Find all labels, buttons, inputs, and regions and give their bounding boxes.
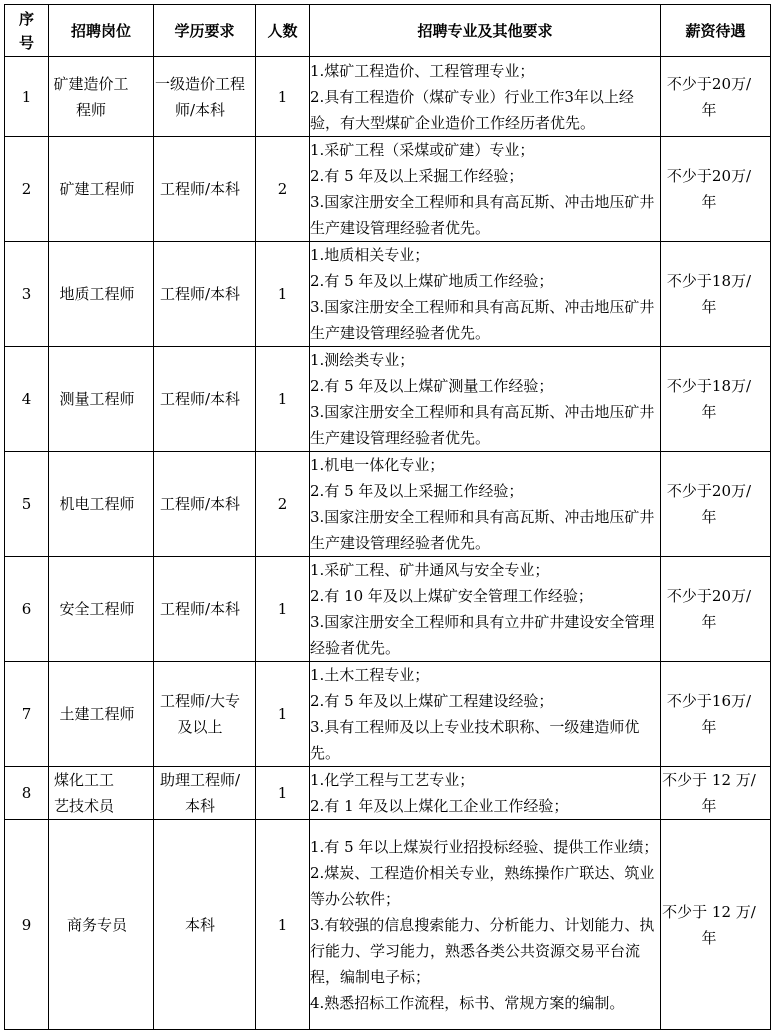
row-requirements — [310, 662, 661, 767]
table-row — [5, 557, 771, 662]
table-row — [5, 242, 771, 347]
row-count: 1 — [256, 767, 310, 820]
row-position — [49, 557, 154, 662]
salary-label: 不少于20万/年 — [666, 482, 752, 526]
row-salary — [661, 767, 771, 820]
row-salary — [661, 820, 771, 1030]
row-no: 5 — [5, 452, 49, 557]
position-label: 矿建造价工程师 — [53, 74, 129, 119]
education-label: 一级造价工程师/本科 — [154, 74, 245, 119]
row-no: 6 — [5, 557, 49, 662]
row-requirements — [310, 820, 661, 1030]
header-no: 序号 — [5, 5, 49, 57]
row-education — [154, 57, 256, 137]
salary-label: 不少于20万/年 — [666, 167, 752, 211]
requirement-item: 1.采矿工程、矿井通风与安全专业； — [310, 561, 550, 579]
table-body — [5, 57, 771, 1030]
requirement-item: 3.有较强的信息搜索能力、分析能力、计划能力、执行能力、学习能力，熟悉各类公共资源交易平台流程，编制电子标； — [310, 915, 655, 986]
table-header-row — [5, 5, 771, 57]
requirement-item: 1.测绘类专业； — [310, 351, 415, 369]
salary-label: 不少于20万/年 — [666, 587, 752, 631]
salary-label: 不少于18万/年 — [666, 272, 752, 316]
row-position — [49, 347, 154, 452]
row-count: 2 — [256, 452, 310, 557]
position-label: 商务专员 — [66, 915, 127, 934]
requirement-item: 3.国家注册安全工程师和具有立井矿井建设安全管理经验者优先。 — [310, 613, 655, 657]
requirement-item: 3.具有工程师及以上专业技术职称、一级建造师优先。 — [310, 718, 640, 762]
table-row — [5, 820, 771, 1030]
requirement-item: 3.国家注册安全工程师和具有高瓦斯、冲击地压矿井生产建设管理经验者优先。 — [310, 193, 655, 237]
row-no: 7 — [5, 662, 49, 767]
requirement-item: 2.有 10 年及以上煤矿安全管理工作经验； — [310, 587, 593, 605]
header-salary: 薪资待遇 — [661, 5, 771, 57]
row-no: 3 — [5, 242, 49, 347]
requirement-item: 3.国家注册安全工程师和具有高瓦斯、冲击地压矿井生产建设管理经验者优先。 — [310, 298, 655, 342]
row-position — [49, 137, 154, 242]
row-no: 2 — [5, 137, 49, 242]
row-count: 1 — [256, 57, 310, 137]
education-label: 工程师/本科 — [159, 180, 241, 198]
education-label: 本科 — [184, 915, 215, 934]
table-row — [5, 662, 771, 767]
requirement-item: 3.国家注册安全工程师和具有高瓦斯、冲击地压矿井生产建设管理经验者优先。 — [310, 508, 655, 552]
row-salary — [661, 557, 771, 662]
row-education — [154, 767, 256, 820]
requirement-item: 2.有 5 年及以上采掘工作经验； — [310, 167, 524, 185]
row-position — [49, 820, 154, 1030]
row-count: 1 — [256, 557, 310, 662]
salary-label: 不少于20万/年 — [666, 74, 752, 119]
requirement-item: 2.具有工程造价（煤矿专业）行业工作3年以上经验，有大型煤矿企业造价工作经历者优先。 — [310, 87, 634, 132]
table-row — [5, 57, 771, 137]
requirement-item: 1.地质相关专业； — [310, 246, 430, 264]
row-requirements — [310, 242, 661, 347]
row-requirements — [310, 347, 661, 452]
row-salary — [661, 662, 771, 767]
requirement-item: 1.采矿工程（采煤或矿建）专业； — [310, 141, 535, 159]
row-education — [154, 242, 256, 347]
requirement-item: 2.有 5 年及以上煤矿测量工作经验； — [310, 377, 554, 395]
header-education: 学历要求 — [154, 5, 256, 57]
requirement-item: 1.煤矿工程造价、工程管理专业； — [310, 61, 535, 80]
row-no: 9 — [5, 820, 49, 1030]
position-label: 机电工程师 — [59, 495, 135, 513]
requirement-item: 4.熟悉招标工作流程，标书、常规方案的编制。 — [310, 993, 625, 1012]
education-label: 工程师/大专及以上 — [159, 692, 241, 736]
salary-label: 不少于 12 万/年 — [662, 771, 756, 815]
requirement-item: 1.土木工程专业； — [310, 666, 430, 684]
table-row — [5, 347, 771, 452]
requirement-item: 2.有 5 年及以上采掘工作经验； — [310, 482, 524, 500]
position-label: 地质工程师 — [59, 285, 135, 303]
row-salary — [661, 137, 771, 242]
requirement-item: 1.化学工程与工艺专业； — [310, 771, 475, 789]
row-no: 8 — [5, 767, 49, 820]
row-count: 1 — [256, 347, 310, 452]
row-requirements — [310, 452, 661, 557]
table-row — [5, 767, 771, 820]
row-no: 1 — [5, 57, 49, 137]
position-label: 测量工程师 — [59, 390, 135, 408]
position-label: 煤化工工艺技术员 — [53, 771, 114, 815]
row-no: 4 — [5, 347, 49, 452]
row-education — [154, 557, 256, 662]
row-education — [154, 137, 256, 242]
education-label: 助理工程师/本科 — [159, 771, 241, 815]
row-position — [49, 662, 154, 767]
row-requirements — [310, 137, 661, 242]
requirement-item: 3.国家注册安全工程师和具有高瓦斯、冲击地压矿井生产建设管理经验者优先。 — [310, 403, 655, 447]
row-salary — [661, 452, 771, 557]
education-label: 工程师/本科 — [159, 495, 241, 513]
header-position: 招聘岗位 — [49, 5, 154, 57]
row-education — [154, 347, 256, 452]
recruitment-table — [4, 4, 771, 1030]
row-count: 1 — [256, 242, 310, 347]
header-requirements: 招聘专业及其他要求 — [310, 5, 661, 57]
row-count: 1 — [256, 662, 310, 767]
table-row — [5, 137, 771, 242]
row-requirements — [310, 57, 661, 137]
row-education — [154, 820, 256, 1030]
education-label: 工程师/本科 — [159, 390, 241, 408]
row-position — [49, 57, 154, 137]
salary-label: 不少于16万/年 — [666, 692, 752, 736]
row-education — [154, 452, 256, 557]
row-salary — [661, 347, 771, 452]
row-count: 2 — [256, 137, 310, 242]
requirement-item: 2.有 5 年及以上煤矿地质工作经验； — [310, 272, 554, 290]
row-requirements — [310, 767, 661, 820]
requirement-item: 2.有 5 年及以上煤矿工程建设经验； — [310, 692, 554, 710]
position-label: 安全工程师 — [59, 600, 135, 618]
position-label: 矿建工程师 — [59, 180, 135, 198]
requirement-item: 2.煤炭、工程造价相关专业，熟练操作广联达、筑业等办公软件； — [310, 863, 655, 908]
requirement-item: 1.机电一体化专业； — [310, 456, 445, 474]
salary-label: 不少于 12 万/年 — [662, 902, 756, 947]
salary-label: 不少于18万/年 — [666, 377, 752, 421]
row-position — [49, 452, 154, 557]
row-requirements — [310, 557, 661, 662]
row-position — [49, 242, 154, 347]
row-position — [49, 767, 154, 820]
header-count: 人数 — [256, 5, 310, 57]
position-label: 土建工程师 — [59, 705, 135, 723]
row-education — [154, 662, 256, 767]
row-salary — [661, 242, 771, 347]
education-label: 工程师/本科 — [159, 285, 241, 303]
row-count: 1 — [256, 820, 310, 1030]
education-label: 工程师/本科 — [159, 600, 241, 618]
table-row — [5, 452, 771, 557]
requirement-item: 1.有 5 年以上煤炭行业招投标经验、提供工作业绩； — [310, 837, 659, 856]
requirement-item: 2.有 1 年及以上煤化工企业工作经验； — [310, 797, 569, 815]
row-salary — [661, 57, 771, 137]
